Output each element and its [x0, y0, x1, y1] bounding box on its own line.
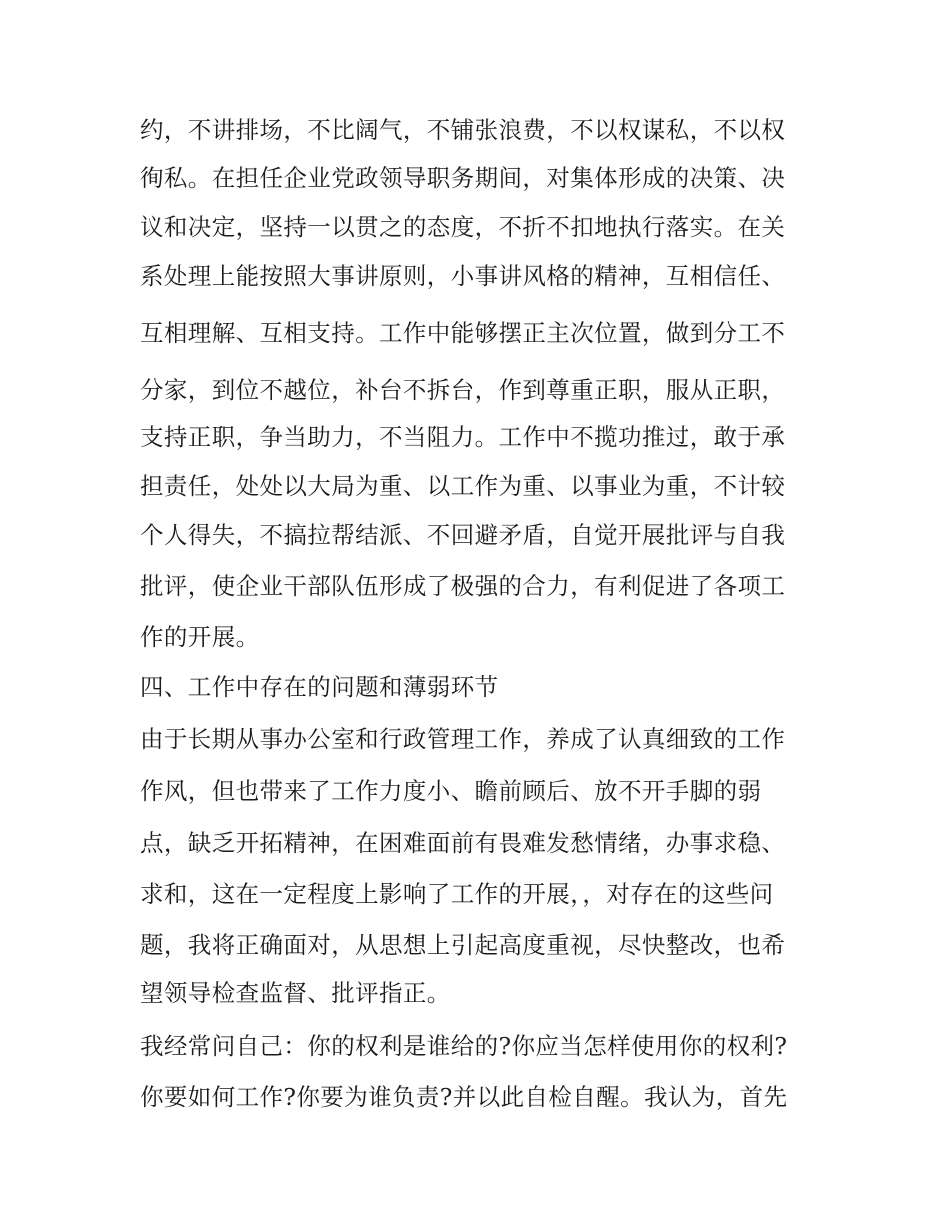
text-line: 议和决定，坚持一以贯之的态度，不折不扣地执行落实。在关	[140, 213, 786, 241]
text-line: 个人得失，不搞拉帮结派、不回避矛盾，自觉开展批评与自我	[140, 521, 786, 549]
text-line: 徇私。在担任企业党政领导职务期间，对集体形成的决策、决	[140, 164, 786, 192]
text-line: 望领导检查监督、批评指正。	[140, 979, 451, 1007]
text-line: 分家，到位不越位，补台不拆台，作到尊重正职，服从正职，	[140, 376, 786, 404]
text-line: 担责任，处处以大局为重、以工作为重、以事业为重，不计较	[140, 472, 786, 500]
text-line: 我经常问自己：你的权利是谁给的?你应当怎样使用你的权利?	[140, 1032, 788, 1060]
text-line: 批评，使企业干部队伍形成了极强的合力，有利促进了各项工	[140, 572, 786, 600]
text-line: 支持正职，争当助力，不当阻力。工作中不揽功推过，敢于承	[140, 423, 786, 451]
text-line: 求和，这在一定程度上影响了工作的开展，，对存在的这些问	[140, 880, 774, 908]
text-line: 互相理解、互相支持。工作中能够摆正主次位置，做到分工不	[140, 319, 786, 347]
text-line: 你要如何工作?你要为谁负责?并以此自检自醒。我认为，首先	[140, 1083, 788, 1111]
text-line: 约，不讲排场，不比阔气，不铺张浪费，不以权谋私，不以权	[140, 116, 786, 144]
text-line: 作风，但也带来了工作力度小、瞻前顾后、放不开手脚的弱	[140, 777, 762, 805]
text-line: 点，缺乏开拓精神，在困难面前有畏难发愁情绪，办事求稳、	[140, 829, 786, 857]
section-heading: 四、工作中存在的问题和薄弱环节	[140, 673, 499, 701]
text-line: 由于长期从事办公室和行政管理工作，养成了认真细致的工作	[140, 725, 786, 753]
text-line: 系处理上能按照大事讲原则，小事讲风格的精神，互相信任、	[140, 262, 786, 290]
text-line: 题，我将正确面对，从思想上引起高度重视，尽快整改，也希	[140, 931, 786, 959]
text-line: 作的开展。	[140, 623, 260, 651]
